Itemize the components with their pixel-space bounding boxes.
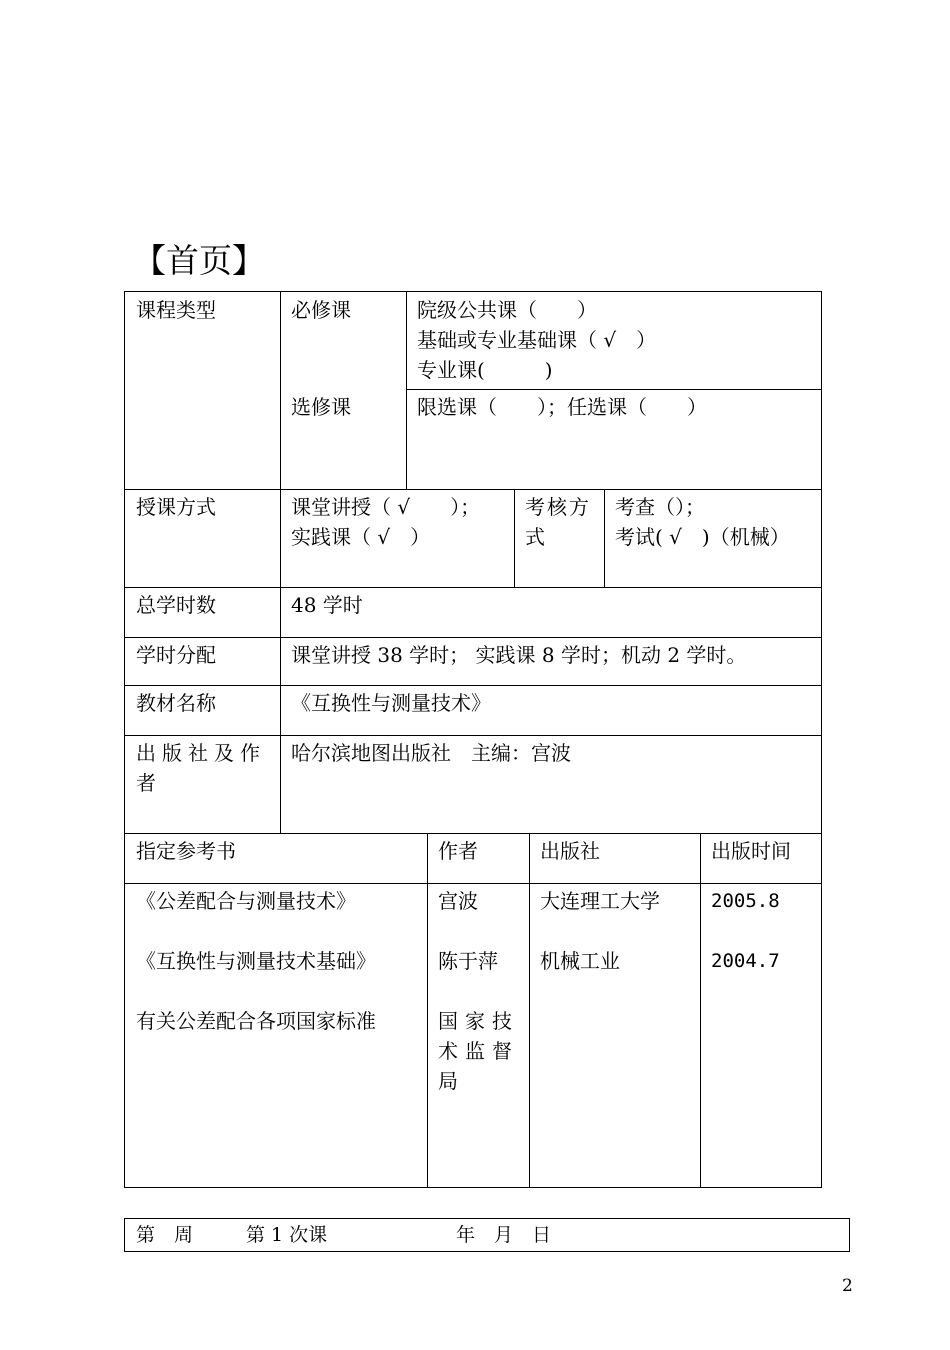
required-course-label: 必修课 xyxy=(291,298,351,322)
ref-date-2: 2004.7 xyxy=(711,950,780,972)
ref-publisher-3 xyxy=(529,1003,700,1006)
option-professional: 专业课( ) xyxy=(417,358,553,382)
page-number: 2 xyxy=(842,1276,853,1296)
date-field: 年 月 日 xyxy=(456,1224,552,1246)
lesson-schedule-bar xyxy=(124,1218,850,1252)
ref-author-3: 国家技术监督局 xyxy=(438,1009,519,1093)
course-info-table xyxy=(124,291,822,1188)
session-field: 第 1 次课 xyxy=(246,1224,328,1246)
course-type-label: 课程类型 xyxy=(136,298,216,322)
ref-title-1: 《公差配合与测量技术》 xyxy=(136,889,356,913)
option-check: 考查（）； xyxy=(615,495,705,519)
hour-distribution-label: 学时分配 xyxy=(136,643,216,667)
option-basic-professional: 基础或专业基础课（ √ ） xyxy=(417,328,657,352)
ref-title-3: 有关公差配合各项国家标准 xyxy=(136,1009,376,1033)
ref-date-1: 2005.8 xyxy=(711,890,780,912)
total-hours-value: 48 学时 xyxy=(291,593,363,617)
assessment-label: 考核方式 xyxy=(525,495,591,549)
ref-header-date: 出版时间 xyxy=(711,839,791,863)
hour-distribution-value: 课堂讲授 38 学时； 实践课 8 学时；机动 2 学时。 xyxy=(291,643,747,667)
assessment-options xyxy=(604,489,822,552)
ref-title-2: 《互换性与测量技术基础》 xyxy=(136,949,376,973)
required-course-options xyxy=(406,292,822,385)
publisher-author-label: 出版社及作者 xyxy=(136,741,266,795)
ref-publisher-2: 机械工业 xyxy=(540,949,620,973)
textbook-label: 教材名称 xyxy=(136,691,216,715)
ref-author-2: 陈于萍 xyxy=(438,949,498,973)
ref-publisher-1: 大连理工大学 xyxy=(540,889,660,913)
ref-header-title: 指定参考书 xyxy=(136,839,236,863)
option-practice: 实践课（ √ ） xyxy=(291,525,431,549)
option-lecture: 课堂讲授（ √ ）； xyxy=(291,495,481,519)
publisher-author-value: 哈尔滨地图出版社 主编：宫波 xyxy=(291,741,571,765)
option-exam: 考试( √ )（机械） xyxy=(615,525,790,549)
ref-header-author: 作者 xyxy=(438,839,478,863)
ref-header-publisher: 出版社 xyxy=(540,839,600,863)
week-field: 第 周 xyxy=(136,1224,194,1246)
total-hours-label: 总学时数 xyxy=(136,593,216,617)
elective-course-label: 选修课 xyxy=(291,395,351,419)
teaching-mode-options xyxy=(280,489,514,552)
page-heading: 【首页】 xyxy=(133,241,265,280)
ref-author-1: 宫波 xyxy=(438,889,478,913)
elective-course-options: 限选课（ ）；任选课（ ） xyxy=(417,395,707,419)
textbook-value: 《互换性与测量技术》 xyxy=(291,691,491,715)
teaching-mode-label: 授课方式 xyxy=(136,495,216,519)
ref-date-3 xyxy=(700,1003,822,1006)
option-college-public: 院级公共课（ ） xyxy=(417,298,597,322)
